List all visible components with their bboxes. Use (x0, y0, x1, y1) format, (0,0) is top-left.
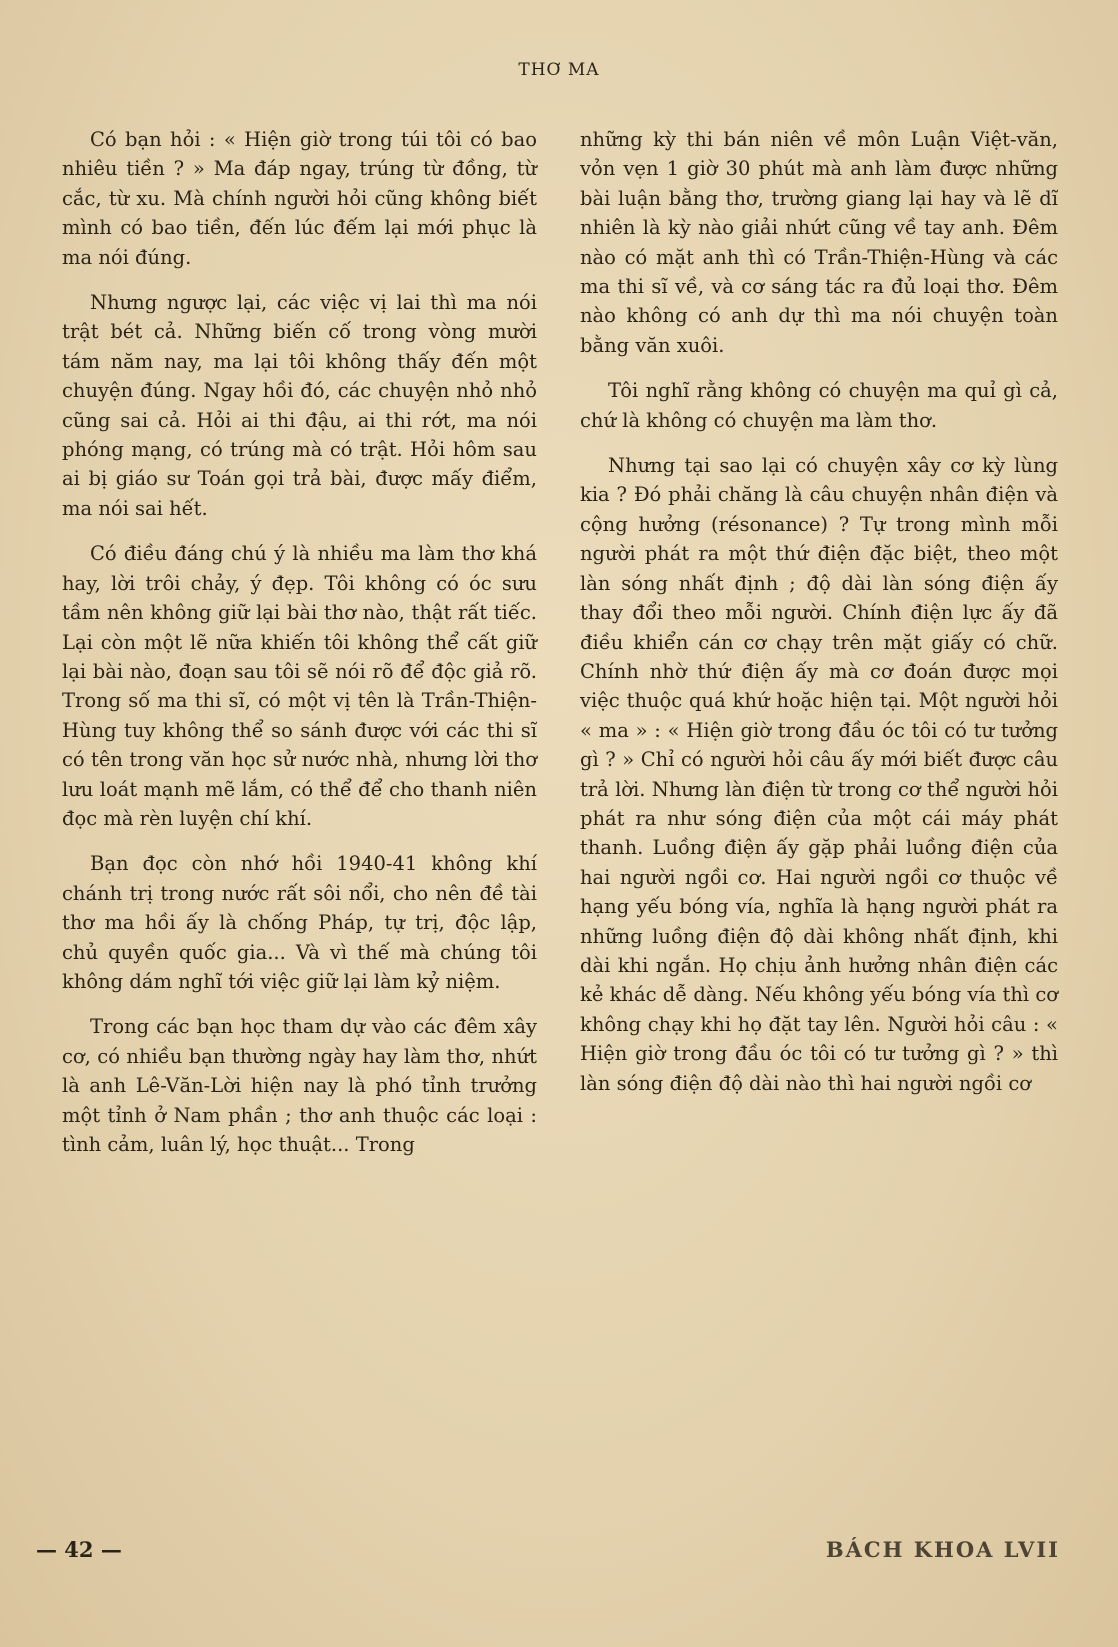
page-title: THƠ MA (518, 60, 600, 80)
left-column (62, 125, 537, 1175)
paragraph: Nhưng ngược lại, các việc vị lai thì ma nói trật bét cả. Những biến cố trong vòng mười tám năm nay, ma lại tôi không thấy đến một chuyện đúng. Ngay hồi đó, các chuyện nhỏ nhỏ cũng sai cả. Hỏi ai thi đậu, ai thi rớt, ma nói phóng mạng, có trúng mà có trật. Hỏi hôm sau ai bị giáo sư Toán gọi trả bài, được mấy điểm, ma nói sai hết. (62, 291, 537, 520)
paragraph: Nhưng tại sao lại có chuyện xây cơ kỳ lùng kia ? Đó phải chăng là câu chuyện nhân điện và cộng hưởng (résonance) ? Tự trong mình mỗi người phát ra một thứ điện đặc biệt, theo một làn sóng nhất định ; độ dài làn sóng điện ấy thay đổi theo mỗi người. Chính điện lực ấy đã điều khiển cán cơ chạy trên mặt giấy có chữ. Chính nhờ thứ điện ấy mà cơ đoán được mọi việc thuộc quá khứ hoặc hiện tại. Một người hỏi « ma » : « Hiện giờ trong đầu óc tôi có tư tưởng gì ? » Chỉ có người hỏi câu ấy mới biết được câu trả lời. Nhưng làn điện từ trong cơ thể người hỏi phát ra như sóng điện của một cái máy phát thanh. Luồng điện ấy gặp phải luồng điện của hai người ngồi cơ. Hai người ngồi cơ thuộc về hạng yếu bóng vía, nghĩa là hạng người phát ra những luồng điện độ dài không nhất định, khi dài khi ngắn. Họ chịu ảnh hưởng nhân điện các kẻ khác dễ dàng. Nếu không yếu bóng vía thì cơ không chạy khi họ đặt tay lên. Người hỏi câu : « Hiện giờ trong đầu óc tôi có tư tưởng gì ? » thì làn sóng điện độ dài nào thì hai người ngồi cơ (580, 454, 1058, 1095)
right-column (580, 125, 1058, 1114)
journal-name: BÁCH KHOA LVII (825, 1537, 1060, 1562)
paragraph: Bạn đọc còn nhớ hồi 1940-41 không khí chánh trị trong nước rất sôi nổi, cho nên đề tài thơ ma hồi ấy là chống Pháp, tự trị, độc lập, chủ quyền quốc gia... Và vì thế mà chúng tôi không dám nghĩ tới việc giữ lại làm kỷ niệm. (62, 852, 537, 993)
paragraph: Có điều đáng chú ý là nhiều ma làm thơ khá hay, lời trôi chảy, ý đẹp. Tôi không có óc sưu tầm nên không giữ lại bài thơ nào, thật rất tiếc. Lại còn một lẽ nữa khiến tôi không thể cất giữ lại bài nào, đoạn sau tôi sẽ nói rõ để độc giả rõ. Trong số ma thi sĩ, có một vị tên là Trần-Thiện-Hùng tuy không thể so sánh được với các thi sĩ có tên trong văn học sử nước nhà, nhưng lời thơ lưu loát mạnh mẽ lắm, có thể để cho thanh niên đọc mà rèn luyện chí khí. (62, 542, 537, 830)
paragraph: Tôi nghĩ rằng không có chuyện ma quỉ gì cả, chứ là không có chuyện ma làm thơ. (580, 379, 1058, 432)
page-number: — 42 — (36, 1537, 122, 1562)
paragraph: Có bạn hỏi : « Hiện giờ trong túi tôi có bao nhiêu tiền ? » Ma đáp ngay, trúng từ đồng, từ cắc, từ xu. Mà chính người hỏi cũng không biết mình có bao tiền, đến lúc đếm lại mới phục là ma nói đúng. (62, 128, 537, 269)
paragraph: Trong các bạn học tham dự vào các đêm xây cơ, có nhiều bạn thường ngày hay làm thơ, nhứt là anh Lê-Văn-Lời hiện nay là phó tỉnh trưởng một tỉnh ở Nam phần ; thơ anh thuộc các loại : tình cảm, luân lý, học thuật... Trong (62, 1015, 537, 1156)
paragraph: những kỳ thi bán niên về môn Luận Việt-văn, vỏn vẹn 1 giờ 30 phút mà anh làm được những bài luận bằng thơ, trường giang lại hay và lẽ dĩ nhiên là kỳ nào giải nhứt cũng về tay anh. Đêm nào có mặt anh thì có Trần-Thiện-Hùng và các ma thi sĩ về, và cơ sáng tác ra đủ loại thơ. Đêm nào không có anh dự thì ma nói chuyện toàn bằng văn xuôi. (580, 128, 1058, 357)
